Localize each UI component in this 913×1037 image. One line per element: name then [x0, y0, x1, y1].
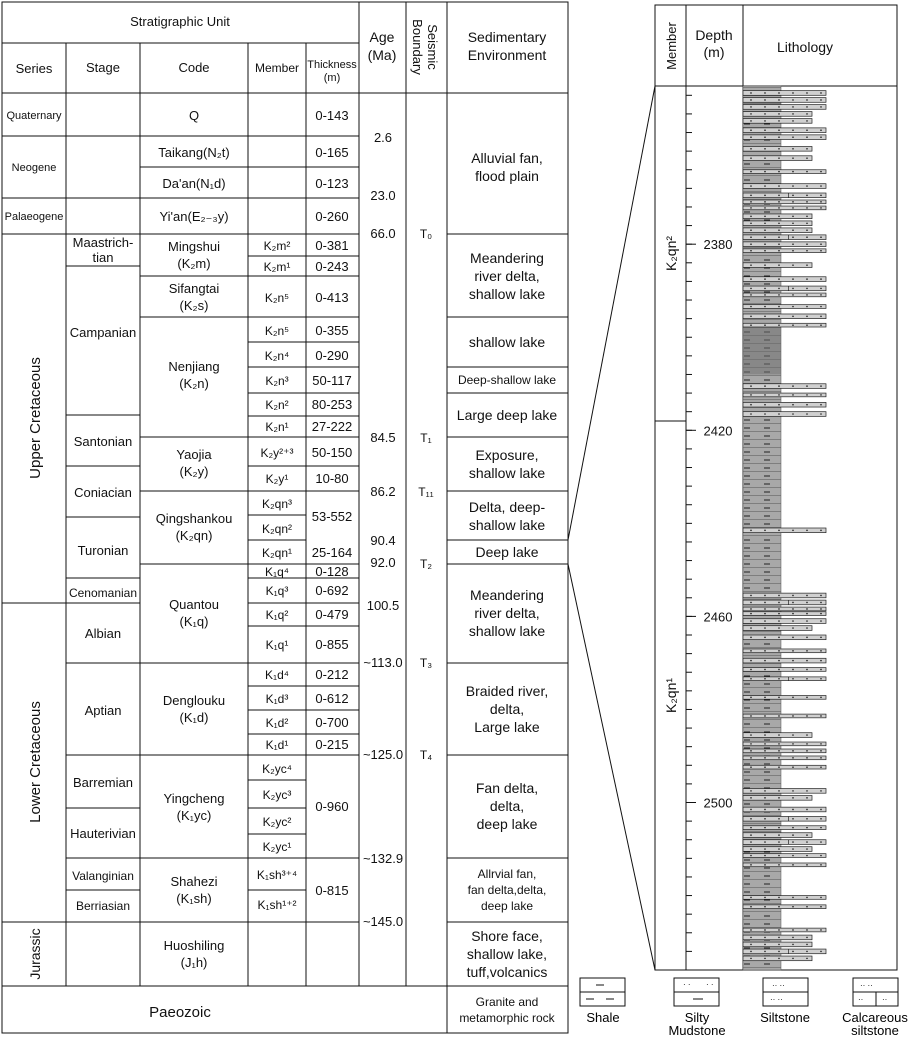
formation-label: (K₁yc): [176, 808, 212, 824]
formation-label: Yingcheng: [163, 791, 225, 807]
svg-text:· ·: · ·: [683, 980, 691, 989]
series-label: Upper Cretaceous: [27, 357, 44, 479]
formation-label: Nenjiang: [168, 359, 220, 375]
member-label: K₂m¹: [263, 260, 291, 274]
formation-label: (K₂m): [177, 256, 211, 272]
environment-label: Shore face,: [471, 927, 543, 944]
thickness-value: 10-80: [315, 471, 349, 486]
svg-text:·· ··: ·· ··: [772, 981, 785, 990]
environment-label: river delta,: [474, 604, 540, 621]
header-stratigraphic-unit: Stratigraphic Unit: [130, 14, 230, 29]
header-member: Member: [254, 61, 300, 75]
member-label: K₁d⁴: [265, 668, 289, 682]
seismic-boundary-label: T₀: [419, 227, 433, 241]
stage-label: tian: [92, 250, 114, 266]
environment-label: shallow lake: [468, 285, 546, 302]
log-member-label: K₂qn²: [663, 235, 679, 272]
thickness-value: 0-960: [315, 799, 349, 814]
member-label: K₁d²: [265, 716, 289, 730]
member-label: K₁d³: [265, 692, 289, 706]
age-value: 90.4: [370, 533, 396, 548]
seismic-boundary-label: T₁₁: [418, 485, 434, 499]
header-seismic-boundary: SeismicBoundary: [410, 19, 440, 75]
thickness-value: 0-815: [315, 883, 349, 898]
age-value: 100.5: [366, 598, 400, 613]
header-code: Code: [178, 60, 210, 75]
environment-label: Delta, deep-: [468, 498, 546, 515]
svg-text:·· ··: ·· ··: [860, 981, 873, 990]
thickness-value: 0-612: [315, 691, 349, 706]
thickness-value: 0-700: [315, 715, 349, 730]
environment-label: Braided river,: [465, 682, 549, 699]
member-label: K₂m²: [263, 239, 291, 253]
legend-calcareous-label: Calcareous: [842, 1010, 908, 1025]
paleozoic-label: Paeozoic: [149, 1004, 211, 1021]
member-label: K₁d¹: [265, 738, 289, 752]
environment-label: delta,: [489, 797, 525, 814]
legend-calcareous-label2: siltstone: [851, 1023, 899, 1037]
stage-label: Barremian: [73, 775, 133, 790]
member-label: K₂n⁴: [264, 349, 290, 363]
formation-label: (K₁d): [179, 710, 209, 726]
stage-label: Valanginian: [72, 869, 134, 883]
environment-label: Exposure,: [475, 446, 539, 463]
header-sedimentary-environment: Sedimentary Environment: [467, 29, 547, 63]
member-label: K₁q²: [265, 608, 289, 622]
stage-label: Hauterivian: [70, 826, 136, 841]
stage-label: Albian: [84, 626, 122, 641]
environment-label: shallow lake: [468, 464, 546, 481]
age-value: ~132.9: [362, 851, 404, 866]
series-label: Palaeogene: [4, 211, 64, 223]
formation-label: Q: [188, 108, 200, 123]
member-label: K₂n³: [265, 374, 289, 388]
age-value: ~145.0: [362, 914, 404, 929]
member-label: K₁q³: [265, 584, 289, 598]
thickness-value: 0-381: [315, 238, 349, 253]
member-label: K₁q⁴: [265, 565, 289, 579]
svg-text:· ·: · ·: [706, 980, 714, 989]
environment-label: shallow lake: [468, 516, 546, 533]
environment-label: shallow lake,: [466, 945, 548, 962]
stage-label: Campanian: [69, 325, 137, 340]
environment-label: shallow lake: [468, 333, 546, 350]
member-label: K₂qn²: [261, 522, 293, 536]
formation-label: Shahezi: [170, 874, 218, 890]
header-thickness: Thickness (m): [307, 59, 357, 84]
environment-label: Large lake: [474, 718, 540, 735]
stage-label: Coniacian: [74, 485, 132, 500]
environment-label: fan delta,delta,: [467, 883, 547, 898]
environment-label: deep lake: [480, 899, 534, 914]
environment-label: delta,: [489, 700, 525, 717]
thickness-value: 0-290: [315, 348, 349, 363]
stage-label: Berriasian: [75, 899, 131, 913]
age-value: ~125.0: [362, 747, 404, 762]
svg-text:··: ··: [858, 995, 864, 1004]
formation-label: Taikang(N₂t): [158, 145, 230, 160]
member-label: K₂qn³: [261, 497, 293, 511]
legend-silty-label: Silty: [684, 1010, 710, 1025]
stage-label: Aptian: [84, 703, 122, 718]
age-value: ~113.0: [363, 655, 403, 670]
formation-label: (K₂n): [179, 376, 209, 392]
thickness-value: 0-260: [315, 209, 349, 224]
legend-shale-label: Shale: [586, 1010, 620, 1025]
environment-label: Meandering: [470, 586, 544, 603]
thickness-value: 0-123: [315, 176, 349, 191]
legend-siltstone-label: Siltstone: [760, 1010, 810, 1025]
member-label: K₁sh³⁺⁴: [256, 868, 298, 882]
depth-tick-label: 2500: [703, 795, 733, 811]
formation-label: (K₂s): [179, 298, 209, 314]
stage-label: Cenomanian: [68, 586, 138, 600]
legend-silty-mudstone: [668, 978, 725, 1037]
environment-label: metamorphic rock: [459, 1011, 555, 1026]
environment-label: river delta,: [474, 267, 540, 284]
thickness-value: 0-243: [315, 259, 349, 274]
age-value: 23.0: [370, 188, 396, 203]
formation-label: Sifangtai: [168, 281, 220, 297]
series-label: Quaternary: [6, 110, 62, 122]
log-header-member: Member: [664, 22, 679, 70]
thickness-value: 0-212: [315, 667, 349, 682]
formation-label: Yaojia: [176, 447, 212, 463]
stage-label: Turonian: [77, 543, 129, 558]
legend-silty-label2: Mudstone: [668, 1023, 726, 1037]
environment-label: deep lake: [476, 815, 538, 832]
header-series: Series: [15, 61, 53, 76]
member-label: K₁sh¹⁺²: [257, 898, 297, 912]
series-label: Neogene: [11, 162, 57, 174]
seismic-boundary-label: T₁: [420, 431, 432, 445]
thickness-value: 50-150: [311, 445, 353, 460]
thickness-value: 0-355: [315, 323, 349, 338]
member-label: K₂n⁵: [264, 291, 290, 305]
thickness-value: 0-692: [315, 583, 349, 598]
member-label: K₂y¹: [265, 472, 289, 486]
member-label: K₂yc⁴: [262, 762, 292, 776]
depth-tick-label: 2420: [703, 423, 733, 439]
formation-label: Da'an(N₁d): [162, 176, 226, 191]
environment-label: shallow lake: [468, 622, 546, 639]
formation-label: Quantou: [169, 597, 219, 613]
header-stage: Stage: [86, 60, 120, 75]
seismic-boundary-label: T₄: [419, 748, 433, 762]
environment-label: Allrvial fan,: [477, 867, 537, 882]
age-value: 66.0: [370, 226, 396, 241]
legend-calcareous-siltstone: [842, 978, 908, 1037]
header-age: Age (Ma): [367, 29, 397, 63]
depth-tick-label: 2460: [703, 609, 733, 625]
stage-label: Maastrich-: [72, 235, 134, 251]
environment-label: Fan delta,: [475, 779, 539, 796]
age-value: 92.0: [370, 555, 396, 570]
log-header-depth: Depth (m): [695, 27, 733, 60]
age-value: 2.6: [373, 130, 393, 145]
member-label: K₂qn¹: [261, 546, 293, 560]
environment-label: Alluvial fan,: [471, 149, 543, 166]
formation-label: Mingshui: [167, 239, 221, 255]
formation-label: (K₂qn): [175, 528, 213, 544]
depth-tick-label: 2380: [703, 237, 733, 253]
thickness-value: 0-128: [315, 564, 349, 579]
environment-label: Deep lake: [475, 543, 539, 560]
log-header-lithology: Lithology: [776, 39, 834, 55]
seismic-boundary-label: T₃: [419, 656, 433, 670]
member-label: K₁q¹: [265, 638, 289, 652]
environment-label: Meandering: [470, 249, 544, 266]
thickness-value: 25-164: [311, 545, 353, 560]
formation-label: (K₂y): [179, 464, 209, 480]
environment-label: flood plain: [475, 167, 539, 184]
log-member-label: K₂qn¹: [663, 677, 679, 714]
formation-label: Yi'an(E₂₋₃y): [159, 209, 229, 224]
thickness-value: 80-253: [311, 397, 353, 412]
environment-label: Large deep lake: [456, 406, 558, 423]
formation-label: Qingshankou: [155, 511, 233, 527]
svg-text:·· ··: ·· ··: [770, 995, 783, 1004]
thickness-value: 0-855: [315, 637, 349, 652]
formation-label: (K₁q): [179, 614, 209, 630]
member-label: K₂yc²: [262, 815, 292, 829]
formation-label: Denglouku: [162, 693, 226, 709]
formation-label: (J₁h): [180, 955, 208, 971]
thickness-value: 0-165: [315, 145, 349, 160]
legend-shale: [580, 978, 625, 1025]
thickness-value: 53-552: [311, 509, 353, 524]
environment-label: Granite and: [475, 995, 539, 1010]
age-value: 84.5: [370, 430, 396, 445]
member-label: K₂y²⁺³: [260, 446, 294, 460]
member-label: K₂yc³: [262, 788, 292, 802]
seismic-boundary-label: T₂: [420, 557, 432, 571]
thickness-value: 0-215: [315, 737, 349, 752]
formation-label: Huoshiling: [163, 938, 225, 954]
svg-text:··: ··: [882, 995, 888, 1004]
series-label: Lower Cretaceous: [27, 701, 44, 823]
thickness-value: 50-117: [312, 373, 352, 388]
environment-label: Deep-shallow lake: [457, 373, 557, 388]
thickness-value: 0-143: [315, 108, 349, 123]
member-label: K₂n¹: [265, 420, 289, 434]
thickness-value: 27-222: [311, 419, 353, 434]
series-label: Jurassic: [27, 928, 43, 980]
environment-label: tuff,volcanics: [466, 963, 548, 980]
legend-siltstone: [760, 978, 810, 1025]
member-label: K₂n⁵: [264, 324, 290, 338]
stage-label: Santonian: [73, 434, 133, 449]
age-value: 86.2: [370, 484, 396, 499]
thickness-value: 0-413: [315, 290, 349, 305]
formation-label: (K₁sh): [176, 891, 212, 907]
member-label: K₂n²: [265, 398, 289, 412]
thickness-value: 0-479: [315, 607, 349, 622]
member-label: K₂yc¹: [262, 840, 292, 854]
